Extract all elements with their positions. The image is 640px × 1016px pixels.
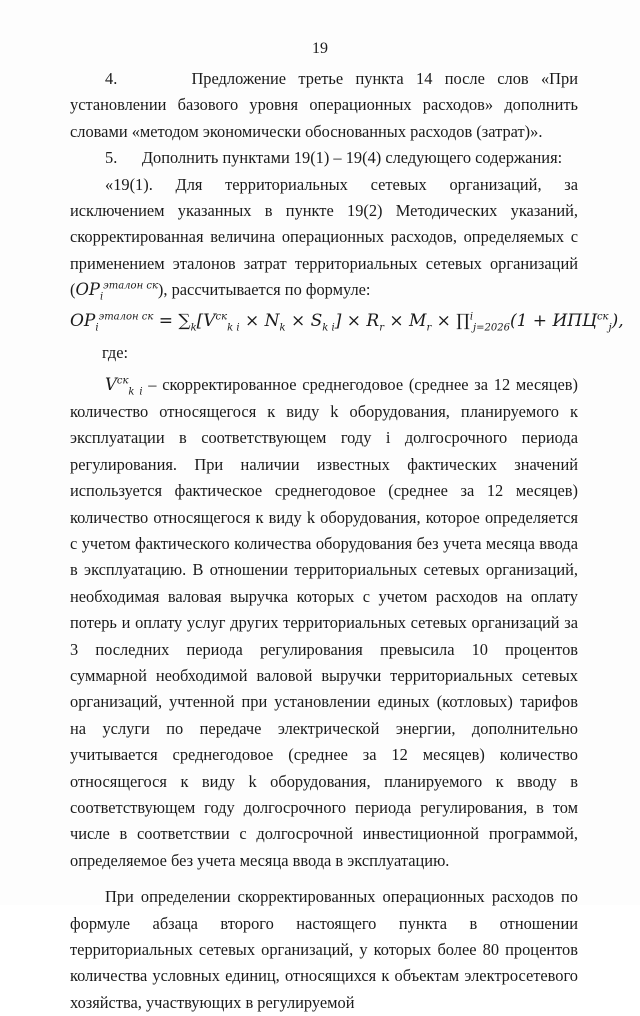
document-body <box>70 66 624 1016</box>
paragraph-item-4: 4. Предложение третье пункта 14 после слов «При установлении базового уровня операционных расходов» дополнить словами «методом экономически обоснованных расходов (затрат)». <box>70 69 578 141</box>
paragraph-last: При определении скорректированных операционных расходов по формуле абзаца второго настоящего пункта в отношении территориальных сетевых организаций, у которых более 80 процентов количества условных единиц, относящихся к объектам электросетевого хозяйства, участвующих в регулируемой <box>70 887 578 1012</box>
definition-v-text: – скорректированное среднегодовое (среднее за 12 месяцев) количество относящегося к виду k оборудования, планируемого к эксплуатации в соответствующем году i долгосрочного периода регулирования. При наличии известных фактических значений используется фактическое среднегодовое (среднее за 12 месяцев) количество относящегося к виду k оборудования, которое определяется с учетом фактического количества оборудования без учета месяца ввода в эксплуатацию. В отношении территориальных сетевых организаций, необходимая валовая выручка которых с учетом расходов на оплату потерь и оплату услуг других территориальных сетевых организаций за 3 последних периода регулирования превысила 10 процентов суммарной необходимой валовой выручки территориальных сетевых организаций, учтенной при установлении единых (котловых) тарифов на услуги по передаче электрической энергии, дополнительно учитывается среднегодовое (среднее за 12 месяцев) количество относящегося к виду k оборудования, планируемого к вводу в соответствующем году долгосрочного периода регулирования, в том числе в соответствии с долгосрочной инвестиционной программой, определяемое без учета месяца ввода в эксплуатацию. <box>70 375 578 870</box>
op-symbol-inline: $ОР_i^{эталон ск}$ <box>75 280 158 303</box>
paragraph-19-1 <box>70 172 578 304</box>
paragraph-19-1-text: «19(1). Для территориальных сетевых организаций, за исключением указанных в пункте 19(2) Методических указаний, скорректированная величина операционных расходов, определяемых с применением эталонов затрат территориальных сетевых организаций ( <box>70 174 578 300</box>
formula: $ОР_i^{эталон ск} = \sum_k[V^{ск}_{k i} \times N_k \times S_{k i}] \times R_r \times M_r$ × ∏$^i_{j=2026}$(1 + $ИПЦ^{ск}_j$), <box>70 310 624 334</box>
paragraph-19-1-tail: ), рассчитывается по формуле: <box>157 280 371 300</box>
definition-v <box>70 372 578 874</box>
v-symbol: $V^{ск}_{k i}$ <box>105 375 143 398</box>
page-number: 19 <box>312 40 328 57</box>
where-label: где: <box>102 343 129 363</box>
paragraph-item-5: 5. Дополнить пунктами 19(1) – 19(4) следующего содержания: <box>105 148 563 168</box>
